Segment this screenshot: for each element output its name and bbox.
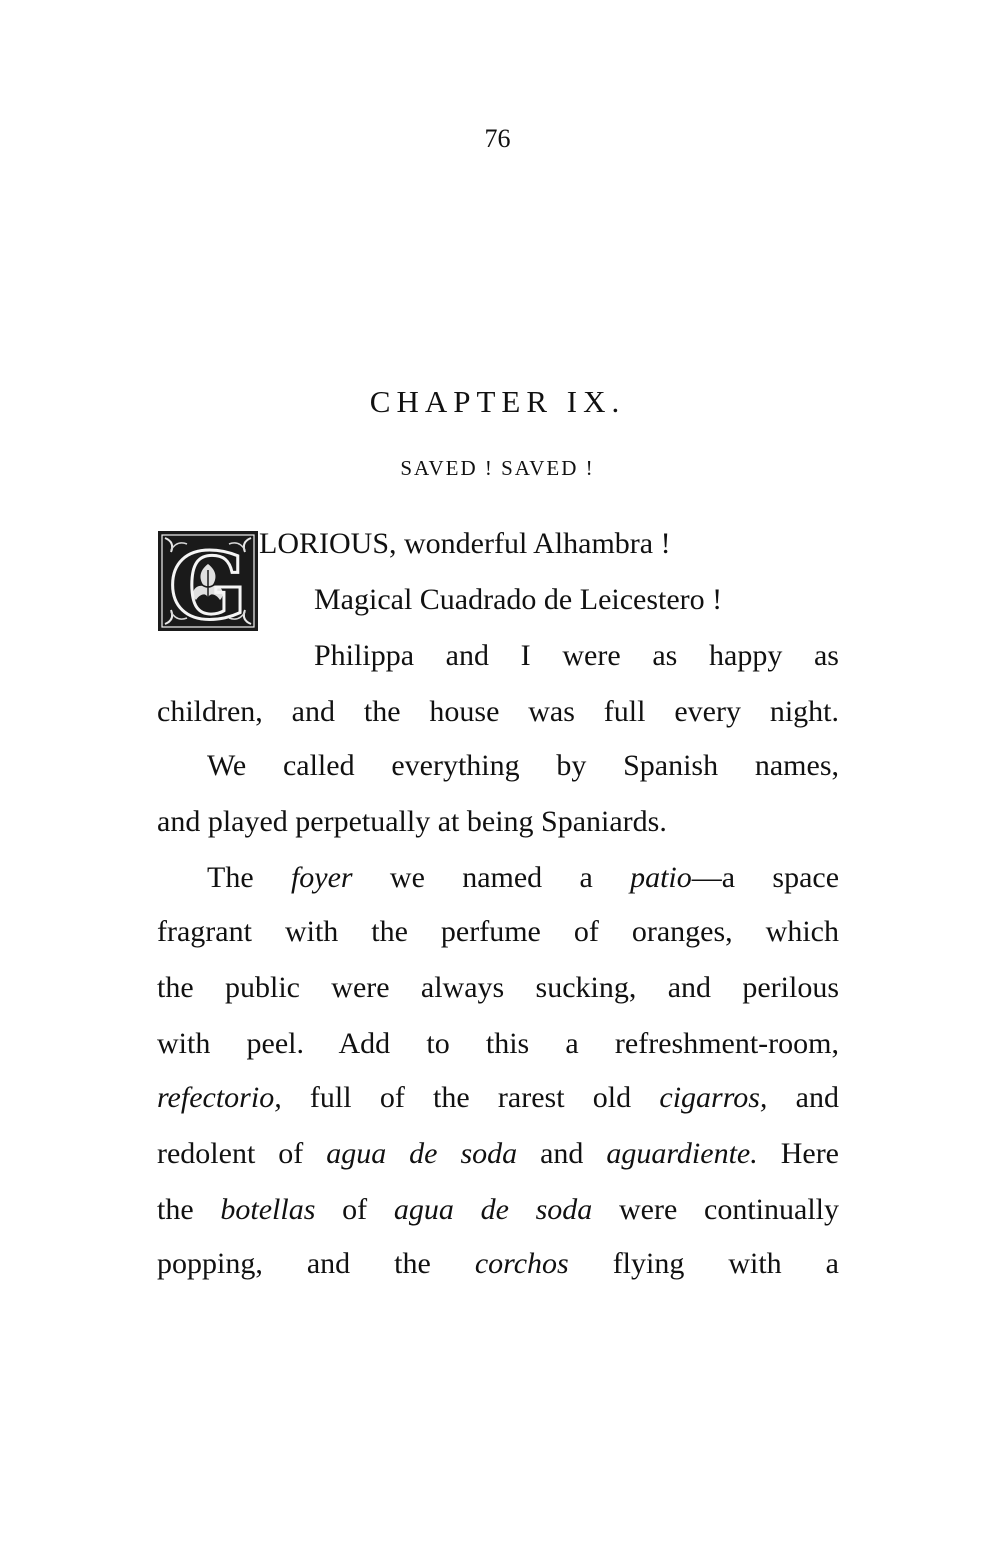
text-segment: full of the rarest old — [281, 1081, 660, 1114]
text-line-7 — [207, 858, 839, 898]
text-line-12 — [157, 1134, 839, 1174]
italic-word: agua de soda — [393, 1193, 593, 1226]
drop-cap-ornament — [157, 530, 259, 632]
italic-word: agua de soda — [326, 1137, 518, 1170]
text-line-11 — [157, 1078, 839, 1118]
text-segment: were continually — [592, 1193, 840, 1226]
text-segment: and — [767, 1081, 839, 1114]
text-segment: flying with a — [568, 1247, 839, 1280]
italic-word: corchos — [474, 1247, 569, 1280]
text-segment: The — [207, 861, 291, 894]
text-segment: we named a — [352, 861, 631, 894]
text-line-6: and played perpetually at being Spaniards. — [157, 805, 667, 838]
chapter-subtitle: SAVED ! SAVED ! — [400, 456, 595, 480]
text-segment: of — [315, 1193, 394, 1226]
text-line-4: children, and the house was full every night. — [157, 695, 839, 728]
italic-word: refectorio, — [157, 1081, 282, 1114]
text-line-10: with peel. Add to this a refreshment-room, — [157, 1027, 839, 1060]
text-line-14 — [157, 1244, 839, 1284]
text-line-2: Magical Cuadrado de Leicestero ! — [314, 583, 723, 616]
italic-word: cigarros, — [659, 1081, 768, 1114]
drop-cap-letter: G — [168, 532, 248, 632]
italic-word: aguardiente. — [606, 1137, 758, 1170]
text-line-8: fragrant with the perfume of oranges, which — [157, 915, 839, 948]
italic-word: patio — [630, 861, 692, 894]
text-segment: and — [517, 1137, 607, 1170]
page-number: 76 — [484, 124, 511, 153]
text-line-9: the public were always sucking, and perilous — [157, 971, 839, 1004]
italic-word: foyer — [290, 861, 353, 894]
italic-word: botellas — [220, 1193, 316, 1226]
text-segment: Here — [757, 1137, 839, 1170]
text-line-3: Philippa and I were as happy as — [314, 639, 839, 672]
text-line-5: We called everything by Spanish names, — [207, 749, 839, 782]
text-segment: popping, and the — [157, 1247, 475, 1280]
text-segment: —a space — [691, 861, 840, 894]
text-segment: the — [157, 1193, 221, 1226]
chapter-title: CHAPTER IX. — [369, 384, 626, 419]
text-line-13 — [157, 1190, 839, 1230]
text-segment: redolent of — [157, 1137, 327, 1170]
text-line-1: LORIOUS, wonderful Alhambra ! — [259, 527, 671, 560]
